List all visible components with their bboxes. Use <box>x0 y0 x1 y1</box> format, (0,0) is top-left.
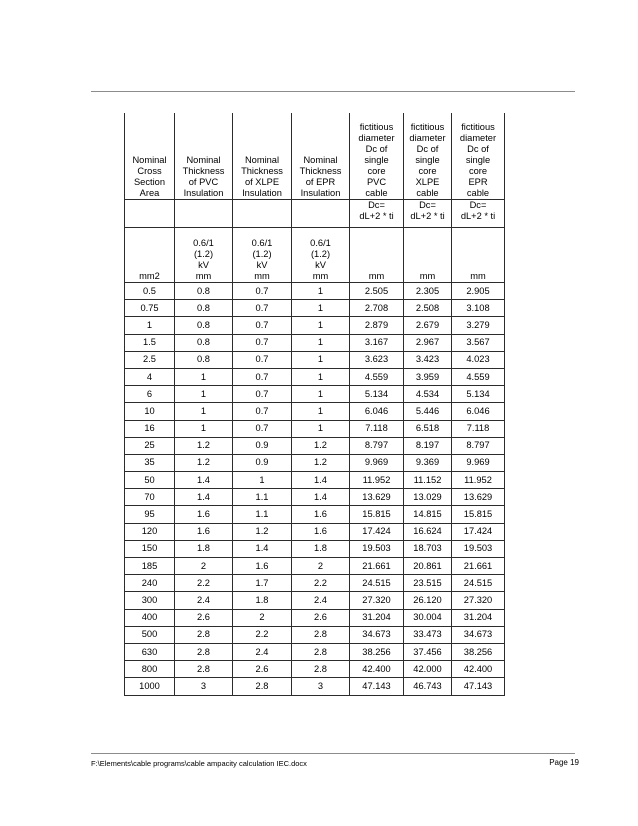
table-cell: 1.6 <box>175 506 233 523</box>
table-cell: 3.959 <box>404 368 452 385</box>
table-row <box>125 403 505 420</box>
formula-cell <box>175 200 233 228</box>
formula-cell: Dc= dL+2 * ti <box>452 200 505 228</box>
table-row <box>125 334 505 351</box>
cable-dimensions-table <box>124 113 505 696</box>
table-cell: 1 <box>292 403 350 420</box>
footer-file-path: F:\Elements\cable programs\cable ampacity calculation IEC.docx <box>91 759 307 768</box>
table-cell: 2.5 <box>125 351 175 368</box>
table-cell: 27.320 <box>350 592 404 609</box>
table-row <box>125 351 505 368</box>
table-cell: 3.567 <box>452 334 505 351</box>
table-cell: 1 <box>175 386 233 403</box>
unit-cell: mm <box>350 228 404 283</box>
table-cell: 13.029 <box>404 489 452 506</box>
table-cell: 1.6 <box>175 523 233 540</box>
table-cell: 11.152 <box>404 472 452 489</box>
table-row <box>125 386 505 403</box>
table-cell: 2.508 <box>404 300 452 317</box>
column-header: Nominal Thickness of XLPE Insulation <box>233 113 292 200</box>
column-header: Nominal Thickness of PVC Insulation <box>175 113 233 200</box>
table-cell: 17.424 <box>452 523 505 540</box>
table-cell: 34.673 <box>452 626 505 643</box>
table-cell: 1.1 <box>233 506 292 523</box>
table-cell: 1 <box>292 351 350 368</box>
table-cell: 2 <box>233 609 292 626</box>
table-cell: 26.120 <box>404 592 452 609</box>
table-cell: 24.515 <box>350 575 404 592</box>
table-cell: 2.6 <box>292 609 350 626</box>
table-cell: 38.256 <box>350 643 404 660</box>
table-cell: 1 <box>233 472 292 489</box>
table-cell: 630 <box>125 643 175 660</box>
table-cell: 2.8 <box>233 678 292 695</box>
table-cell: 15.815 <box>452 506 505 523</box>
table-cell: 4 <box>125 368 175 385</box>
formula-cell <box>125 200 175 228</box>
table-cell: 4.023 <box>452 351 505 368</box>
table-cell: 0.8 <box>175 300 233 317</box>
table-cell: 1.4 <box>292 489 350 506</box>
table-cell: 1.7 <box>233 575 292 592</box>
table-cell: 2.8 <box>175 643 233 660</box>
table-cell: 0.7 <box>233 403 292 420</box>
table-cell: 47.143 <box>452 678 505 695</box>
table-cell: 1 <box>292 386 350 403</box>
table-cell: 0.7 <box>233 334 292 351</box>
table-cell: 0.8 <box>175 317 233 334</box>
table-cell: 1 <box>292 368 350 385</box>
table-cell: 0.7 <box>233 386 292 403</box>
table-cell: 33.473 <box>404 626 452 643</box>
table-cell: 2.505 <box>350 283 404 300</box>
column-header: Nominal Thickness of EPR Insulation <box>292 113 350 200</box>
table-cell: 1.1 <box>233 489 292 506</box>
table-cell: 31.204 <box>350 609 404 626</box>
table-unit-row <box>125 228 505 283</box>
table-row <box>125 523 505 540</box>
table-cell: 1.4 <box>233 540 292 557</box>
table-cell: 42.400 <box>350 661 404 678</box>
table-cell: 14.815 <box>404 506 452 523</box>
table-cell: 6.518 <box>404 420 452 437</box>
table-cell: 7.118 <box>350 420 404 437</box>
table-cell: 5.134 <box>452 386 505 403</box>
table-cell: 35 <box>125 454 175 471</box>
table-cell: 0.7 <box>233 368 292 385</box>
table-row <box>125 678 505 695</box>
table-cell: 1 <box>292 420 350 437</box>
table-cell: 23.515 <box>404 575 452 592</box>
table-cell: 9.969 <box>452 454 505 471</box>
table-cell: 4.559 <box>350 368 404 385</box>
table-cell: 185 <box>125 558 175 575</box>
table-cell: 5.134 <box>350 386 404 403</box>
table-cell: 13.629 <box>452 489 505 506</box>
table-cell: 3.167 <box>350 334 404 351</box>
table-cell: 20.861 <box>404 558 452 575</box>
table-cell: 2.6 <box>175 609 233 626</box>
table-cell: 1.6 <box>233 558 292 575</box>
unit-cell: mm2 <box>125 228 175 283</box>
table-cell: 18.703 <box>404 540 452 557</box>
table-cell: 2.708 <box>350 300 404 317</box>
table-cell: 0.7 <box>233 317 292 334</box>
table-cell: 1.8 <box>175 540 233 557</box>
unit-cell: 0.6/1 (1.2) kV mm <box>175 228 233 283</box>
table-cell: 2.8 <box>292 626 350 643</box>
table-row <box>125 592 505 609</box>
table-cell: 2.8 <box>175 661 233 678</box>
table-cell: 2.4 <box>233 643 292 660</box>
table-cell: 0.8 <box>175 351 233 368</box>
table-cell: 0.8 <box>175 283 233 300</box>
table-row <box>125 609 505 626</box>
table-row <box>125 420 505 437</box>
table-cell: 46.743 <box>404 678 452 695</box>
table-cell: 8.797 <box>452 437 505 454</box>
table-cell: 120 <box>125 523 175 540</box>
table-row <box>125 661 505 678</box>
table-cell: 2.2 <box>233 626 292 643</box>
table-cell: 1.2 <box>175 454 233 471</box>
table-cell: 17.424 <box>350 523 404 540</box>
table-cell: 1.2 <box>292 437 350 454</box>
table-row <box>125 437 505 454</box>
table-cell: 1.6 <box>292 523 350 540</box>
header-rule <box>91 91 575 92</box>
table-cell: 16 <box>125 420 175 437</box>
unit-cell: mm <box>404 228 452 283</box>
table-cell: 1.2 <box>233 523 292 540</box>
table-row <box>125 643 505 660</box>
table-cell: 21.661 <box>452 558 505 575</box>
table-cell: 2 <box>175 558 233 575</box>
table-cell: 42.400 <box>452 661 505 678</box>
table-cell: 24.515 <box>452 575 505 592</box>
table-cell: 2.2 <box>175 575 233 592</box>
table-cell: 34.673 <box>350 626 404 643</box>
formula-cell: Dc= dL+2 * ti <box>404 200 452 228</box>
table-cell: 13.629 <box>350 489 404 506</box>
table-cell: 1 <box>292 300 350 317</box>
formula-cell <box>233 200 292 228</box>
table-cell: 19.503 <box>350 540 404 557</box>
table-cell: 0.7 <box>233 283 292 300</box>
unit-cell: 0.6/1 (1.2) kV mm <box>292 228 350 283</box>
table-formula-row <box>125 200 505 228</box>
table-cell: 0.7 <box>233 420 292 437</box>
table-cell: 27.320 <box>452 592 505 609</box>
table-cell: 4.534 <box>404 386 452 403</box>
unit-cell: 0.6/1 (1.2) kV mm <box>233 228 292 283</box>
table-row <box>125 300 505 317</box>
table-cell: 400 <box>125 609 175 626</box>
table-cell: 0.75 <box>125 300 175 317</box>
table-cell: 7.118 <box>452 420 505 437</box>
table-cell: 1.8 <box>233 592 292 609</box>
table-cell: 1.8 <box>292 540 350 557</box>
table-cell: 1.4 <box>175 489 233 506</box>
table-cell: 19.503 <box>452 540 505 557</box>
table-cell: 0.5 <box>125 283 175 300</box>
table-cell: 2.8 <box>175 626 233 643</box>
table-cell: 1 <box>175 368 233 385</box>
table-cell: 6.046 <box>452 403 505 420</box>
table-cell: 2.967 <box>404 334 452 351</box>
table-cell: 47.143 <box>350 678 404 695</box>
table-cell: 2.305 <box>404 283 452 300</box>
table-cell: 6 <box>125 386 175 403</box>
table-cell: 38.256 <box>452 643 505 660</box>
table-cell: 0.7 <box>233 300 292 317</box>
table-cell: 2.8 <box>292 661 350 678</box>
table-cell: 21.661 <box>350 558 404 575</box>
table-cell: 70 <box>125 489 175 506</box>
formula-cell: Dc= dL+2 * ti <box>350 200 404 228</box>
table-cell: 1.4 <box>175 472 233 489</box>
table-cell: 1.5 <box>125 334 175 351</box>
table-cell: 1.4 <box>292 472 350 489</box>
table-cell: 3.108 <box>452 300 505 317</box>
table-cell: 2.679 <box>404 317 452 334</box>
table-cell: 2.2 <box>292 575 350 592</box>
table-cell: 95 <box>125 506 175 523</box>
table-cell: 0.9 <box>233 437 292 454</box>
table-cell: 6.046 <box>350 403 404 420</box>
table-cell: 1 <box>292 334 350 351</box>
table-cell: 9.969 <box>350 454 404 471</box>
table-cell: 10 <box>125 403 175 420</box>
table-cell: 4.559 <box>452 368 505 385</box>
table-cell: 0.9 <box>233 454 292 471</box>
table-cell: 2.4 <box>175 592 233 609</box>
table-cell: 3 <box>292 678 350 695</box>
table-cell: 8.797 <box>350 437 404 454</box>
table-row <box>125 575 505 592</box>
table-cell: 42.000 <box>404 661 452 678</box>
table-cell: 8.197 <box>404 437 452 454</box>
column-header: Nominal Cross Section Area <box>125 113 175 200</box>
table-row <box>125 317 505 334</box>
table-cell: 15.815 <box>350 506 404 523</box>
table-row <box>125 368 505 385</box>
table-cell: 150 <box>125 540 175 557</box>
table-cell: 800 <box>125 661 175 678</box>
table-cell: 11.952 <box>350 472 404 489</box>
table-cell: 50 <box>125 472 175 489</box>
table-cell: 30.004 <box>404 609 452 626</box>
table-cell: 16.624 <box>404 523 452 540</box>
table-cell: 11.952 <box>452 472 505 489</box>
table-cell: 1.2 <box>292 454 350 471</box>
table-row <box>125 540 505 557</box>
column-header: fictitious diameter Dc of single core EPR cable <box>452 113 505 200</box>
table-cell: 300 <box>125 592 175 609</box>
table-cell: 1 <box>175 420 233 437</box>
table-cell: 2 <box>292 558 350 575</box>
table-cell: 500 <box>125 626 175 643</box>
table-row <box>125 489 505 506</box>
table-cell: 2.905 <box>452 283 505 300</box>
table-row <box>125 506 505 523</box>
table-cell: 1000 <box>125 678 175 695</box>
table-cell: 240 <box>125 575 175 592</box>
footer-page-number: Page 19 <box>549 758 579 767</box>
table-cell: 3.279 <box>452 317 505 334</box>
column-header: fictitious diameter Dc of single core XLPE cable <box>404 113 452 200</box>
table-cell: 3 <box>175 678 233 695</box>
footer-rule <box>91 753 575 754</box>
table-row <box>125 626 505 643</box>
table-cell: 1.6 <box>292 506 350 523</box>
table-cell: 2.4 <box>292 592 350 609</box>
table-cell: 3.423 <box>404 351 452 368</box>
table-row <box>125 454 505 471</box>
table-cell: 1.2 <box>175 437 233 454</box>
table-row <box>125 283 505 300</box>
table-cell: 2.8 <box>292 643 350 660</box>
formula-cell <box>292 200 350 228</box>
table-cell: 31.204 <box>452 609 505 626</box>
table-cell: 25 <box>125 437 175 454</box>
table-row <box>125 472 505 489</box>
table-cell: 1 <box>292 283 350 300</box>
table-cell: 0.7 <box>233 351 292 368</box>
table-cell: 2.6 <box>233 661 292 678</box>
table-cell: 5.446 <box>404 403 452 420</box>
table-cell: 1 <box>175 403 233 420</box>
table-cell: 1 <box>125 317 175 334</box>
unit-cell: mm <box>452 228 505 283</box>
column-header: fictitious diameter Dc of single core PVC cable <box>350 113 404 200</box>
table-cell: 37.456 <box>404 643 452 660</box>
table-header-row <box>125 113 505 200</box>
table-row <box>125 558 505 575</box>
table-cell: 3.623 <box>350 351 404 368</box>
table-cell: 1 <box>292 317 350 334</box>
table-cell: 9.369 <box>404 454 452 471</box>
table-cell: 0.8 <box>175 334 233 351</box>
table-cell: 2.879 <box>350 317 404 334</box>
